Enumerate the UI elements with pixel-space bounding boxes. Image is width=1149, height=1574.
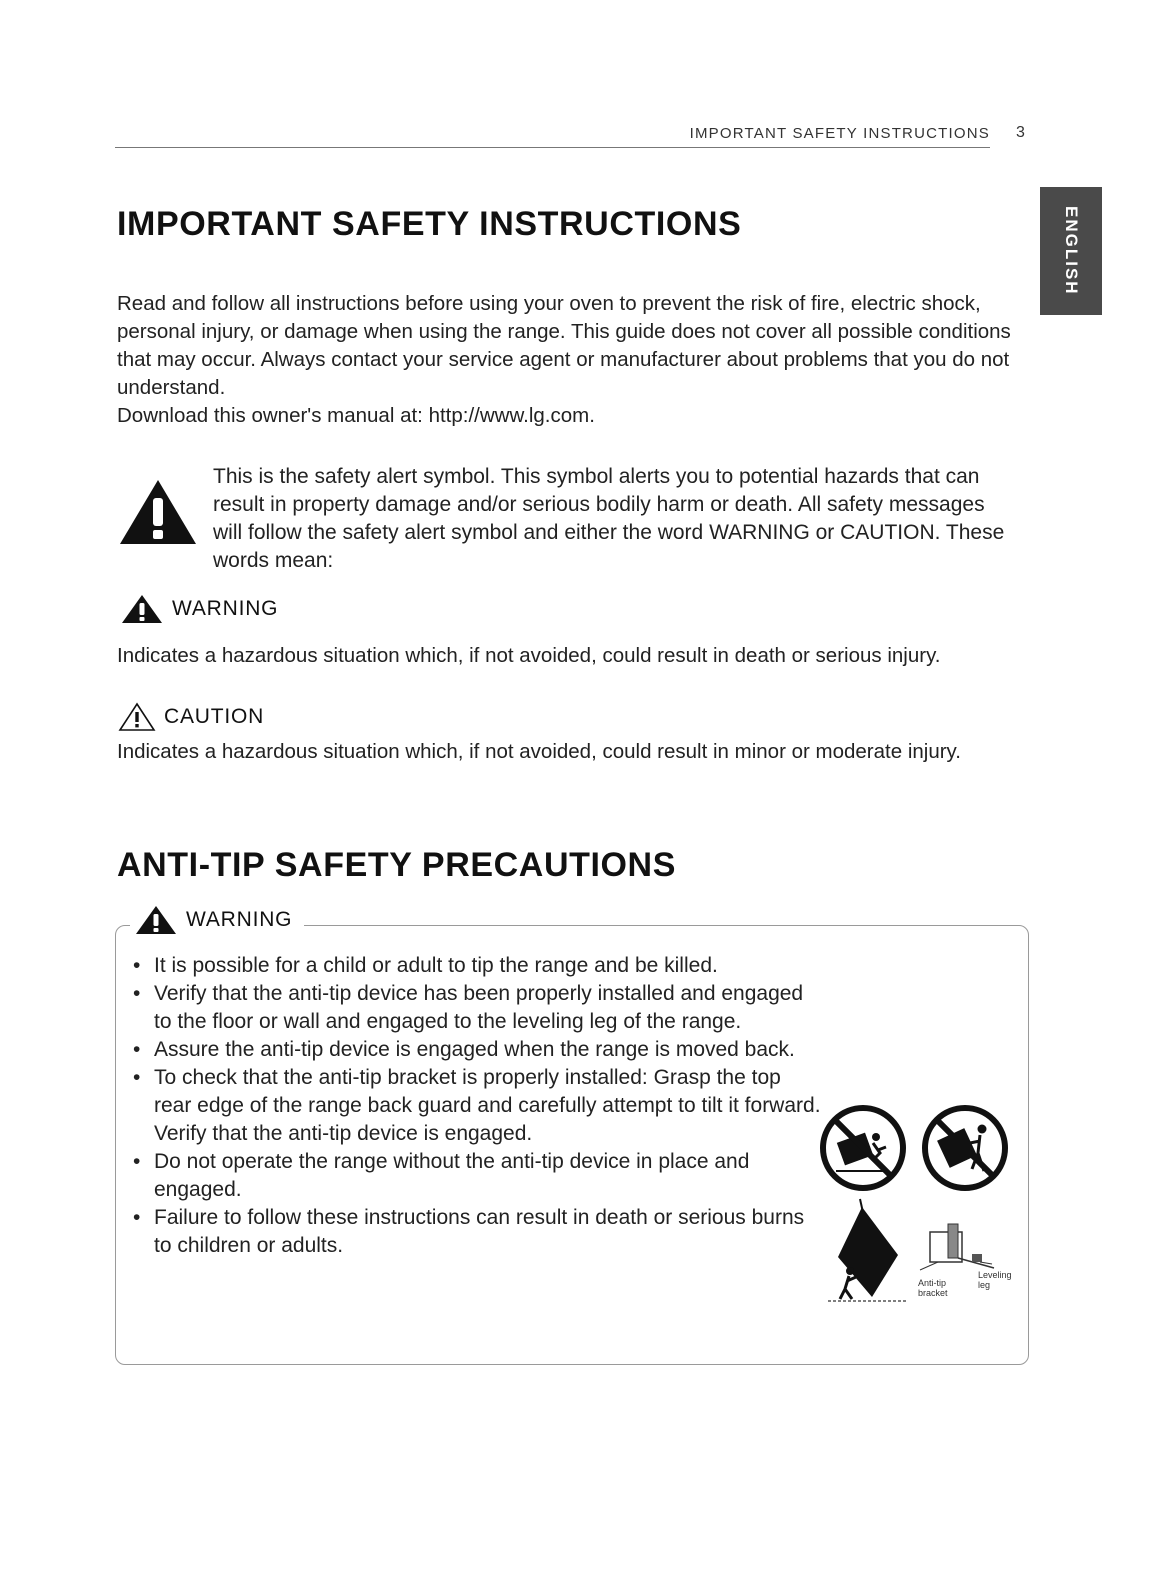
anti-tip-bracket-label: Anti-tip bracket [918, 1278, 948, 1298]
running-header: IMPORTANT SAFETY INSTRUCTIONS [689, 125, 990, 142]
alert-symbol-explanation: This is the safety alert symbol. This symbol alerts you to potential hazards that can result in property damage and/or serious bodily harm or death. All safety messages will follow the safety alert symbol and either the word WARNING or CAUTION. These words mean: [213, 465, 1005, 572]
leveling-leg-label: Leveling leg [978, 1270, 1012, 1290]
language-tab [1040, 187, 1102, 315]
list-item: • Verify that the anti-tip device has been properly installed and engaged to the floor or wall and engaged to the leveling leg of the range. [133, 980, 823, 1036]
caution-label: CAUTION [164, 705, 265, 728]
anti-tip-section-title: ANTI-TIP SAFETY PRECAUTIONS [117, 846, 676, 884]
list-item: • Assure the anti-tip device is engaged when the range is moved back. [133, 1036, 823, 1064]
list-item: • Do not operate the range without the anti-tip device in place and engaged. [133, 1148, 823, 1204]
no-tipping-child-icon [818, 1103, 908, 1198]
warning-signal-word [120, 594, 278, 624]
download-line: Download this owner's manual at: http://www.lg.com. [117, 404, 595, 427]
no-tipping-adult-icon [920, 1103, 1010, 1198]
anti-tip-warning-label: WARNING [186, 908, 293, 931]
warning-label: WARNING [172, 597, 279, 620]
intro-paragraph: Read and follow all instructions before using your oven to prevent the risk of fire, electric shock, personal injury, or damage when using the range. This guide does not cover all possible conditions that may occur. Always contact your service agent or manufacturer about problems that you do not understand. [117, 292, 1011, 399]
language-tab-label: ENGLISH [1062, 206, 1081, 296]
safety-alert-symbol-icon [118, 478, 198, 551]
warning-description: Indicates a hazardous situation which, if not avoided, could result in death or serious injury. [117, 644, 941, 667]
anti-tip-bullet-list [133, 952, 823, 1260]
warning-triangle-icon [120, 594, 164, 624]
page-number: 3 [1016, 124, 1025, 141]
header-rule [115, 147, 990, 148]
caution-description: Indicates a hazardous situation which, if not avoided, could result in minor or moderate injury. [117, 740, 961, 763]
caution-triangle-icon [118, 702, 156, 732]
list-item: • Failure to follow these instructions can result in death or serious burns to children or adults. [133, 1204, 823, 1260]
list-item: • To check that the anti-tip bracket is properly installed: Grasp the top rear edge of the range back guard and carefully attempt to tilt it forward. Verify that the anti-tip device is engaged. [133, 1064, 823, 1148]
tipping-range-illustration [828, 1197, 908, 1310]
page-title: IMPORTANT SAFETY INSTRUCTIONS [117, 205, 742, 243]
caution-signal-word [118, 702, 264, 732]
list-item: • It is possible for a child or adult to tip the range and be killed. [133, 952, 823, 980]
anti-tip-warning-heading [130, 905, 304, 935]
warning-triangle-icon [134, 905, 178, 935]
